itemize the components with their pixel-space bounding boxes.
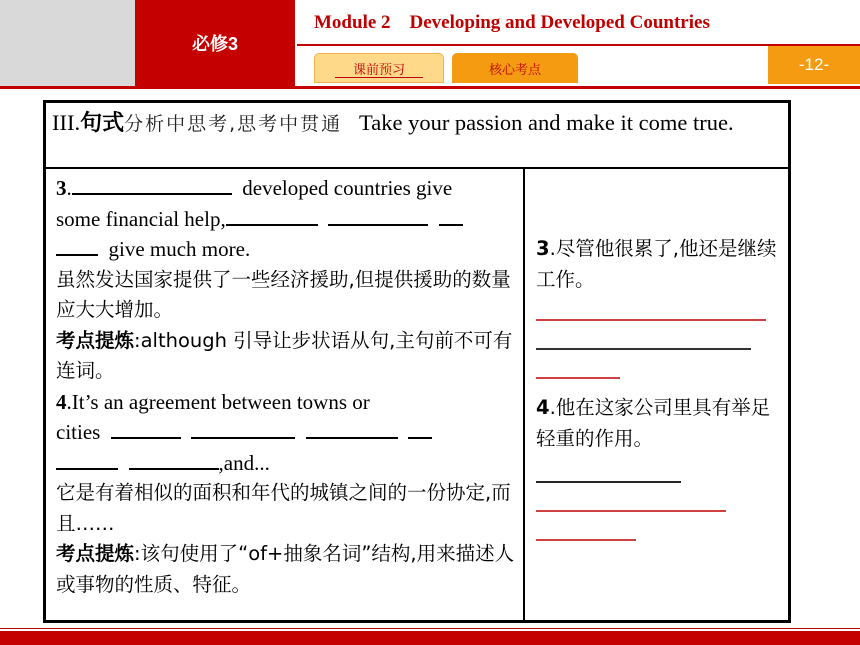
item3-blank5[interactable]	[56, 234, 98, 256]
item4-blank5[interactable]	[56, 448, 118, 470]
item4-blank4[interactable]	[408, 417, 432, 439]
item3-number: 3	[56, 176, 67, 200]
module-title: Module 2 Developing and Developed Countries	[314, 12, 710, 33]
right-spacer-top	[536, 173, 781, 234]
footer-thin-rule	[0, 628, 860, 629]
item4-sentence-a: .It’s an agreement between towns or	[66, 389, 370, 414]
item4-number: 4	[56, 389, 67, 414]
item4-blank6[interactable]	[129, 448, 219, 470]
header-gray-block	[0, 0, 135, 86]
item3-sentence-b: some financial help,	[56, 206, 226, 231]
right-item3-answer-line2[interactable]	[536, 348, 751, 350]
item4-line2	[56, 417, 518, 448]
item3-translation: 虽然发达国家提供了一些经济援助,但提供援助的数量应大大增加。	[56, 267, 511, 321]
footer-bar	[0, 631, 860, 645]
head-label-bold: 句式	[80, 111, 125, 136]
item4-blank3[interactable]	[306, 417, 398, 439]
item4-point	[56, 539, 518, 600]
item4-blank2[interactable]	[191, 417, 295, 439]
item4-point-label: 考点提炼	[56, 542, 135, 565]
item4-sentence-c: ,and...	[218, 450, 270, 475]
item4-translation: 它是有着相似的面积和年代的城镇之间的一份协定,而且……	[56, 481, 511, 535]
book-label: 必修3	[135, 0, 295, 86]
item3-sentence-c: give much more.	[108, 237, 251, 261]
head-motto: Take your passion and make it come true.	[359, 110, 734, 135]
right-column	[536, 173, 781, 541]
tab-preview-label: 课前预习	[352, 62, 405, 78]
item4-point-text: :该句使用了“of+抽象名词”结构,用来描述人或事物的性质、特征。	[56, 542, 515, 596]
item3-blank3[interactable]	[328, 204, 428, 226]
tab-core-label: 核心考点	[488, 62, 541, 78]
item3-point-label: 考点提炼	[56, 328, 135, 352]
right-item4-answer-line1[interactable]	[536, 481, 681, 483]
item3-line2	[56, 204, 518, 235]
page-number: -12-	[768, 46, 860, 84]
roman-numeral: III.	[52, 110, 81, 135]
item3-blank2[interactable]	[226, 204, 318, 226]
item3-sentence-a: developed countries give	[242, 176, 453, 200]
right-item3-text: .尽管他很累了,他还是继续工作。	[536, 237, 777, 291]
item4-blank1[interactable]	[111, 417, 181, 439]
right-item4-answer-line2[interactable]	[536, 510, 726, 512]
right-item4	[536, 393, 781, 454]
item3-point-text: :although 引导让步状语从句,主句前不可有连词。	[56, 328, 513, 382]
right-item3-answer-line1[interactable]	[536, 319, 766, 321]
item3-line3	[56, 234, 518, 265]
header-divider	[0, 86, 860, 89]
column-divider	[523, 169, 525, 620]
tab-preview[interactable]	[314, 53, 444, 83]
right-item3	[536, 234, 781, 295]
item3-blank4[interactable]	[439, 204, 463, 226]
right-item3-answer-line3[interactable]	[536, 377, 620, 379]
right-item4-text: .他在这家公司里具有举足轻重的作用。	[536, 396, 771, 450]
tab-preview-underline	[335, 77, 423, 78]
right-item4-number: 4	[536, 396, 550, 419]
item4-line3	[56, 448, 518, 479]
left-column	[56, 173, 518, 600]
item4-sentence-b: cities	[56, 420, 101, 444]
head-label-rest: 分析中思考,思考中贯通	[124, 113, 343, 135]
item4-line1	[56, 387, 518, 418]
item3-blank1[interactable]	[72, 173, 232, 195]
table-head	[46, 103, 788, 169]
right-spacer-mid	[536, 379, 781, 393]
sentence-table	[43, 100, 791, 623]
right-item4-answer-line3[interactable]	[536, 539, 636, 541]
right-item3-number: 3	[536, 237, 550, 260]
item3-point	[56, 326, 518, 387]
item3-line1: 3. developed countries give	[56, 173, 518, 204]
tab-core-points[interactable]	[452, 53, 578, 83]
